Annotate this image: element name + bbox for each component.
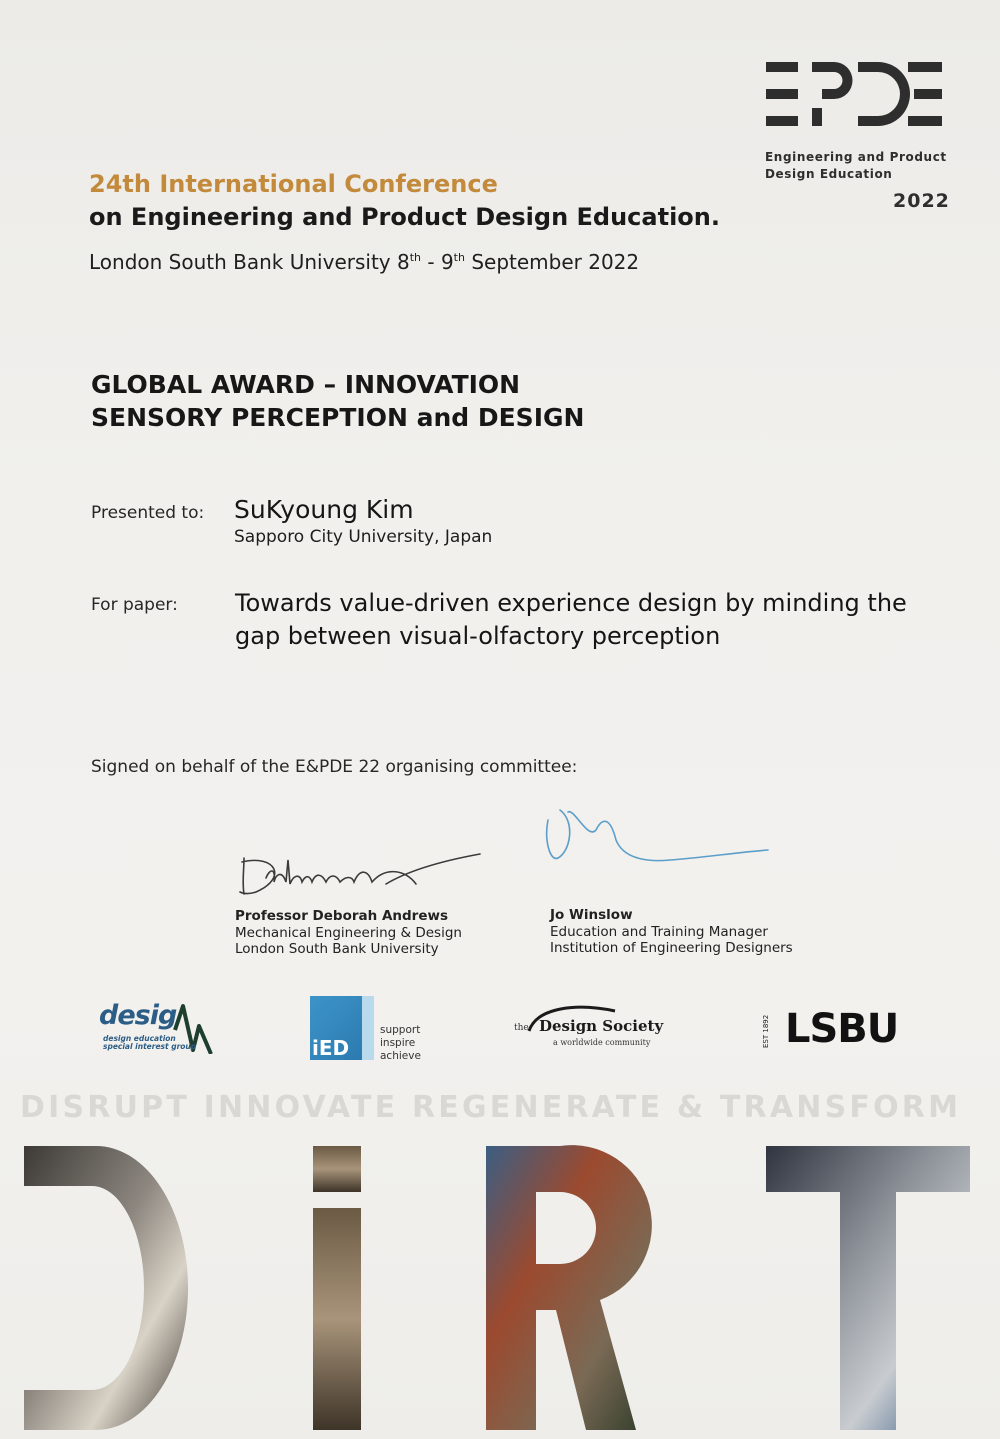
ordinal-2: th: [453, 251, 465, 264]
recipient-affiliation: Sapporo City University, Japan: [234, 527, 493, 547]
dirt-letters-graphic: [0, 1140, 1000, 1439]
letter-d: [24, 1146, 188, 1430]
logo-subtitle-line2: Design Education: [765, 167, 893, 181]
signer-andrews: [235, 908, 462, 958]
design-sub2: special interest group: [103, 1042, 197, 1051]
signer-role: Education and Training Manager: [550, 923, 768, 940]
award-title: [91, 368, 584, 434]
logo-year: 2022: [893, 190, 950, 212]
design-society-subtitle: a worldwide community: [553, 1038, 651, 1047]
design-education-subtitle: [103, 1035, 196, 1051]
ied-tagline: [380, 1024, 421, 1063]
signature-andrews: [236, 848, 486, 900]
ied-mark: iED: [312, 1036, 350, 1060]
ied-logo: [310, 996, 374, 1060]
ied-tag-achieve: achieve: [380, 1050, 421, 1062]
award-line2: SENSORY PERCEPTION and DESIGN: [91, 403, 585, 432]
logo-subtitle: [765, 149, 947, 183]
signer-org: Institution of Engineering Designers: [550, 940, 793, 956]
paper-label: For paper:: [91, 595, 178, 615]
logo-subtitle-line1: Engineering and Product: [765, 150, 947, 164]
date-range: - 9: [421, 250, 454, 274]
ordinal-1: th: [409, 251, 422, 264]
signer-name: Professor Deborah Andrews: [235, 908, 448, 924]
signature-winslow: [540, 800, 772, 868]
conference-subtitle: on Engineering and Product Design Education.: [89, 203, 720, 231]
letter-r: [486, 1145, 652, 1430]
recipient-name: SuKyoung Kim: [234, 495, 414, 524]
lsbu-established: EST 1892: [762, 1014, 770, 1048]
letter-t: [766, 1146, 970, 1430]
campaign-tagline: DISRUPT INNOVATE REGENERATE & TRANSFORM: [20, 1090, 962, 1125]
paper-title: Towards value-driven experience design by minding the gap between visual-olfactory perception: [235, 589, 907, 650]
epde-logo: [762, 58, 946, 130]
design-society-name: Design Society: [539, 1017, 664, 1035]
venue: London South Bank University 8: [89, 250, 410, 274]
letter-i-dot: [313, 1146, 361, 1192]
conference-title: 24th International Conference: [89, 170, 498, 198]
ied-tag-support: support: [380, 1024, 421, 1036]
signer-winslow: [550, 907, 793, 957]
design-education-wordmark: desig: [99, 1000, 177, 1031]
lsbu-logo: LSBU: [785, 1006, 899, 1052]
letter-i-stem: [313, 1208, 361, 1430]
signer-role: Mechanical Engineering & Design: [235, 924, 462, 941]
signed-statement: Signed on behalf of the E&PDE 22 organising committee:: [91, 757, 578, 777]
design-sub1: design education: [103, 1034, 176, 1043]
ied-tag-inspire: inspire: [380, 1037, 416, 1049]
conference-venue-date: [89, 250, 639, 274]
presented-to-label: Presented to:: [91, 503, 205, 523]
signer-name: Jo Winslow: [550, 907, 633, 923]
design-society-the: the: [514, 1023, 529, 1033]
date-tail: September 2022: [464, 250, 640, 274]
design-education-logo: [97, 1000, 217, 1060]
signer-org: London South Bank University: [235, 941, 439, 957]
award-line1: GLOBAL AWARD – INNOVATION: [91, 370, 521, 399]
